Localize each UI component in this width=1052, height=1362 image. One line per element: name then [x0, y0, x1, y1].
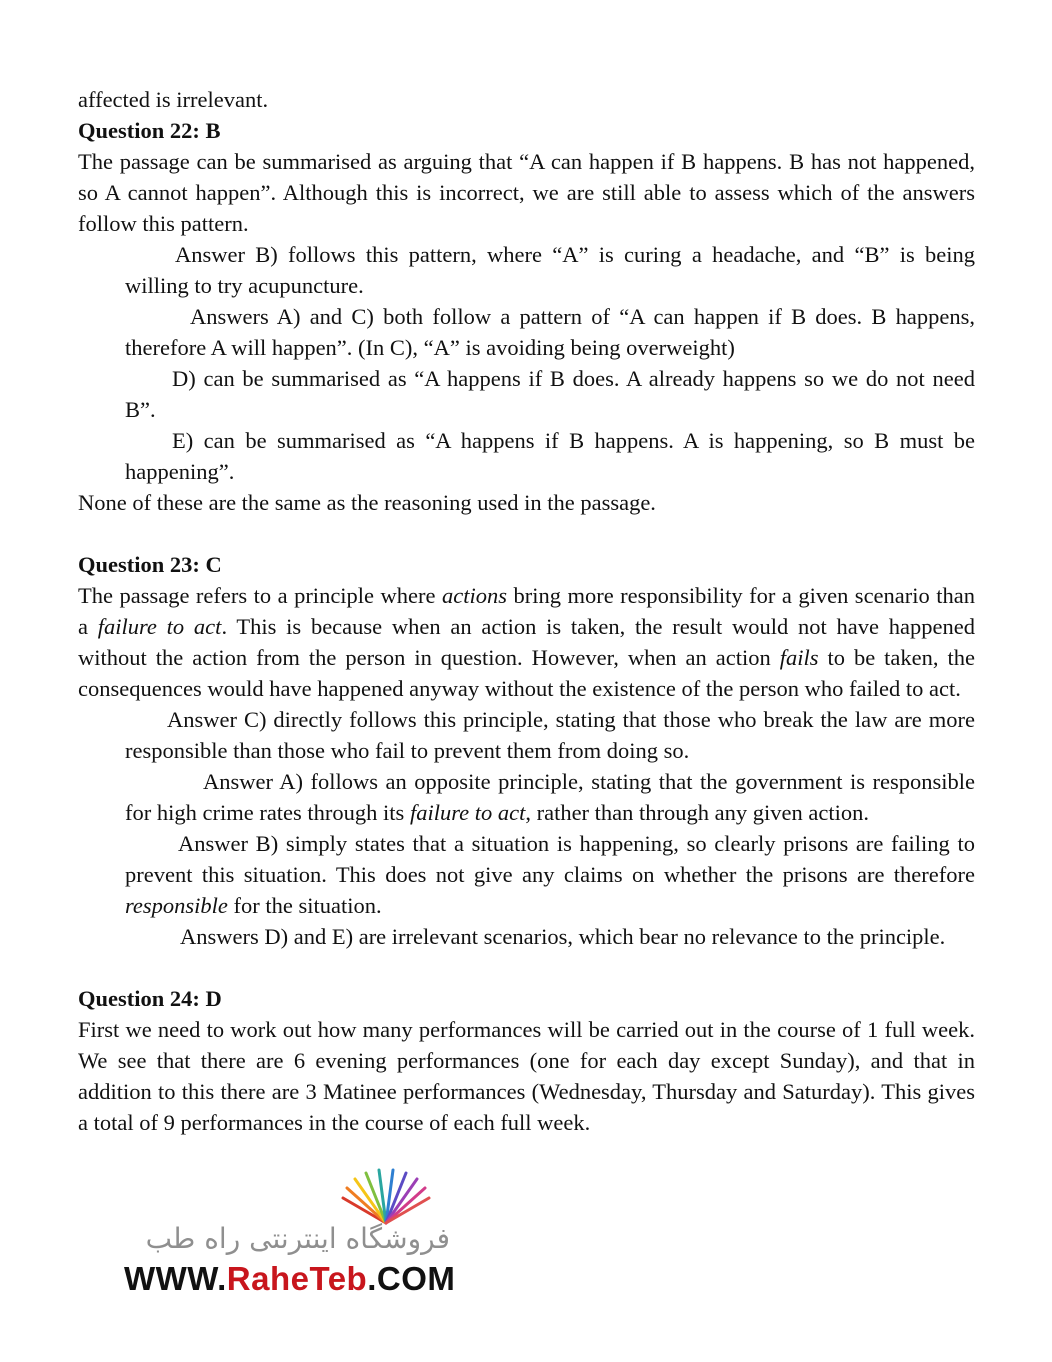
q23-paragraph: The passage refers to a principle where actions bring more responsibility for a given scenario than a failure to act. This is because when an action is taken, the result would not have happened without the action from the person in question. However, when an action fails to be taken, the consequences would have happened anyway without the existence of the person who failed to act. [78, 583, 976, 701]
watermark [116, 1160, 456, 1310]
q24-paragraph: First we need to work out how many performances will be carried out in the course of 1 full week. We see that there are 6 evening performances (one for each day except Sunday), and that in addition to this there are 3 Matinee performances (Wednesday, Thursday and Saturday). This gives a total of 9 performances in the course of each full week. [78, 1017, 975, 1135]
q22-answer-b: Answer B) follows this pattern, where “A” is curing a headache, and “B” is being willing to try acupuncture. [125, 242, 975, 298]
q24-heading: Question 24: D [78, 986, 222, 1011]
q22-answer-a-c: Answers A) and C) both follow a pattern of “A can happen if B does. B happens, therefore A will happen”. (In C), “A” is avoiding being overweight) [125, 304, 975, 360]
watermark-url: WWW.RaheTeb.COM [124, 1260, 456, 1297]
document-page [78, 84, 975, 1138]
q23-answer-a: Answer A) follows an opposite principle, stating that the government is responsible for high crime rates through its failure to act, rather than through any given action. [125, 769, 975, 825]
q23-answer-d-e: Answers D) and E) are irrelevant scenarios, which bear no relevance to the principle. [180, 924, 946, 949]
q22-paragraph: The passage can be summarised as arguing that “A can happen if B happens. B has not happened, so A cannot happen”. Although this is incorrect, we are still able to assess which of the answers follow this pattern. [78, 149, 975, 236]
q23-heading: Question 23: C [78, 552, 222, 577]
q22-heading: Question 22: B [78, 118, 221, 143]
q22-conclusion: None of these are the same as the reasoning used in the passage. [78, 490, 656, 515]
intro-line: affected is irrelevant. [78, 87, 269, 112]
spacer [78, 952, 975, 983]
q23-answer-c: Answer C) directly follows this principle, stating that those who break the law are more responsible than those who fail to prevent them from doing so. [125, 707, 975, 763]
q22-answer-e: E) can be summarised as “A happens if B happens. A is happening, so B must be happening”. [125, 428, 975, 484]
watermark-persian-text: فروشگاه اینترنتی راه طب [145, 1222, 450, 1255]
q23-answer-b: Answer B) simply states that a situation is happening, so clearly prisons are failing to prevent this situation. This does not give any claims on whether the prisons are therefore responsible for the situation. [125, 831, 975, 918]
spacer [78, 518, 975, 549]
q22-answer-d: D) can be summarised as “A happens if B does. A already happens so we do not need B”. [125, 366, 975, 422]
open-book-fan-logo-icon [331, 1168, 441, 1228]
